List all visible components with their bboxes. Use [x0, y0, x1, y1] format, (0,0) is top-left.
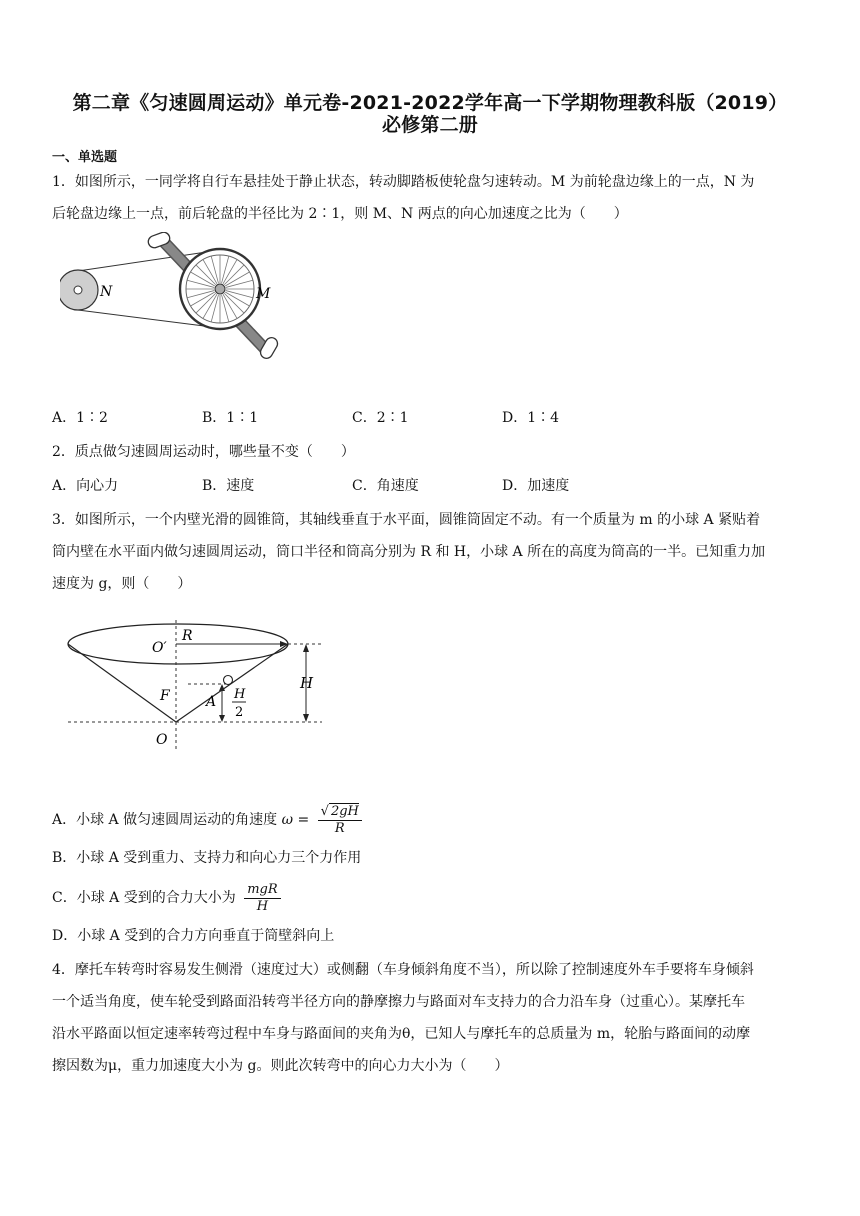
q3-option-c-formula	[244, 882, 280, 915]
q3-option-a-numerator: 2gH	[330, 804, 359, 819]
cone-figure	[60, 620, 340, 750]
q1-option-a: A．1∶2	[52, 410, 108, 426]
label-n: N	[100, 284, 113, 300]
document-subtitle: 必修第二册	[381, 114, 478, 136]
label-r: R	[182, 628, 193, 644]
section-heading: 一、单选题	[52, 150, 118, 165]
label-h-half-den: 2	[235, 705, 244, 720]
bicycle-chain-figure	[60, 232, 300, 364]
q3-option-b: B．小球 A 受到重力、支持力和向心力三个力作用	[52, 850, 362, 866]
q3-option-c	[52, 878, 285, 918]
label-m: M	[256, 286, 271, 302]
ball-a	[224, 676, 233, 685]
q3-stem-line3: 速度为 g，则（ ）	[52, 576, 192, 592]
half-arrowhead-bottom	[219, 715, 225, 722]
q2-stem: 2．质点做匀速圆周运动时，哪些量不变（ ）	[52, 444, 355, 460]
sqrt-icon: √	[320, 804, 329, 819]
q1-stem-line1: 1．如图所示，一同学将自行车悬挂处于静止状态，转动脚踏板使轮盘匀速转动。M 为前轮盘边缘上的一点，N 为	[52, 174, 755, 190]
rear-hub	[74, 286, 82, 294]
q4-stem-line1: 4．摩托车转弯时容易发生侧滑（速度过大）或侧翻（车身倾斜角度不当），所以除了控制速度外车手要将车身倾斜	[52, 962, 754, 978]
front-hub	[215, 284, 225, 294]
omega-symbol: ω =	[281, 812, 310, 828]
q2-option-c: C．角速度	[352, 478, 419, 494]
q1-option-d: D．1∶4	[502, 410, 560, 426]
q3-option-d: D．小球 A 受到的合力方向垂直于筒壁斜向上	[52, 928, 335, 944]
q2-option-b: B．速度	[202, 478, 255, 494]
q3-stem-line2: 筒内壁在水平面内做匀速圆周运动，筒口半径和筒高分别为 R 和 H，小球 A 所在的高度为筒高的一半。已知重力加	[52, 544, 766, 560]
q3-option-a-denominator: R	[334, 821, 345, 836]
label-h: H	[300, 674, 314, 692]
q3-option-a-formula	[318, 803, 362, 837]
q3-option-a	[52, 800, 366, 840]
label-a: A	[206, 694, 217, 710]
label-f: F	[160, 688, 170, 704]
half-arrowhead-top	[219, 684, 225, 691]
q2-option-a: A．向心力	[52, 478, 119, 494]
q3-stem-line1: 3．如图所示，一个内壁光滑的圆锥筒，其轴线垂直于水平面，圆锥筒固定不动。有一个质量为 m 的小球 A 紧贴着	[52, 512, 761, 528]
q1-option-b: B．1∶1	[202, 410, 259, 426]
q1-option-c: C．2∶1	[352, 410, 409, 426]
q3-option-c-denominator: H	[256, 898, 269, 914]
q3-option-c-text: C．小球 A 受到的合力大小为	[52, 890, 236, 906]
label-o: O	[156, 732, 168, 748]
q4-stem-line4: 擦因数为μ，重力加速度大小为 g。则此次转弯中的向心力大小为（ ）	[52, 1058, 509, 1074]
q3-option-a-text: A．小球 A 做匀速圆周运动的角速度	[52, 812, 278, 828]
q2-option-d: D．加速度	[502, 478, 570, 494]
document-title: 第二章《匀速圆周运动》单元卷-2021-2022学年高一下学期物理教科版（2019）	[72, 92, 788, 114]
label-h-half-num: H	[234, 687, 246, 702]
height-arrowhead-bottom	[303, 714, 309, 722]
q4-stem-line3: 沿水平路面以恒定速率转弯过程中车身与路面间的夹角为θ，已知人与摩托车的总质量为 m，轮胎与路面间的动摩	[52, 1026, 751, 1042]
q3-option-c-numerator: mgR	[244, 882, 280, 899]
q4-stem-line2: 一个适当角度，使车轮受到路面沿转弯半径方向的静摩擦力与路面对车支持力的合力沿车身（过重心）。某摩托车	[52, 994, 745, 1010]
label-o-prime: O′	[152, 640, 167, 656]
height-arrowhead-top	[303, 644, 309, 652]
q1-stem-line2: 后轮盘边缘上一点，前后轮盘的半径比为 2∶1，则 M、N 两点的向心加速度之比为（ ）	[52, 206, 628, 222]
